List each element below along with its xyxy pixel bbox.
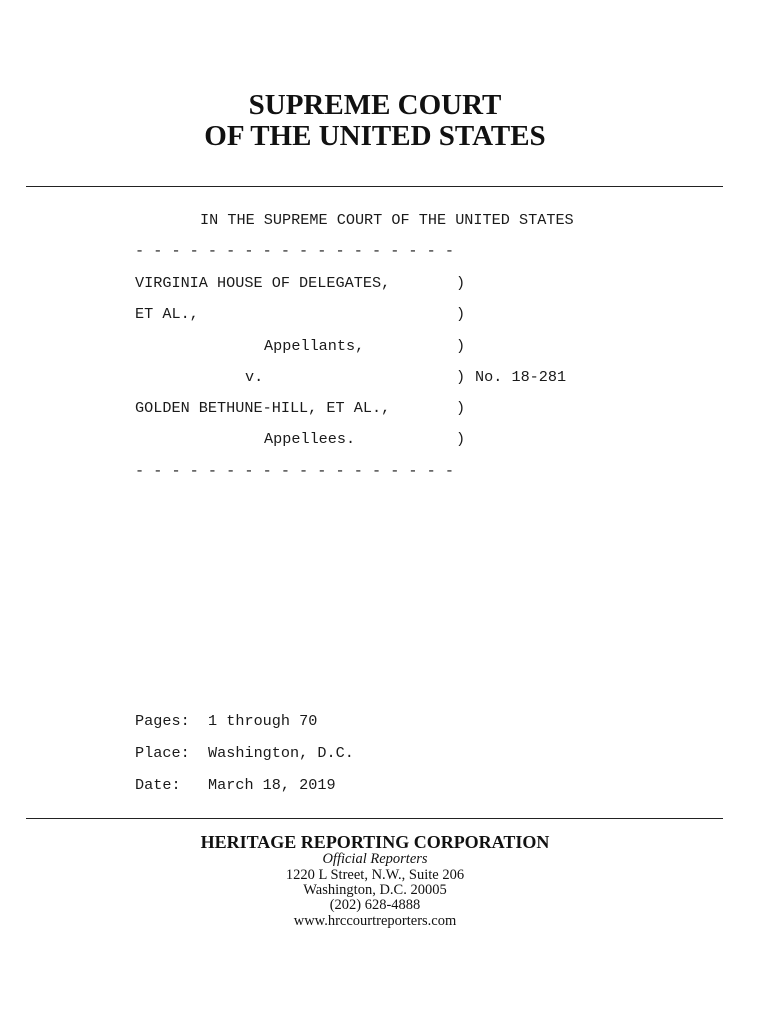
versus-label: v. <box>245 368 264 386</box>
caption-paren: ) <box>456 337 466 355</box>
date-value: March 18, 2019 <box>208 776 336 794</box>
page-title-line-2: OF THE UNITED STATES <box>204 120 546 152</box>
reporter-address-line-1: 1220 L Street, N.W., Suite 206 <box>285 867 465 883</box>
bottom-divider <box>26 818 723 819</box>
pages-label: Pages: <box>135 712 190 730</box>
appellants-label: Appellants, <box>264 337 365 355</box>
caption-paren: ) <box>456 430 466 448</box>
place-label: Place: <box>135 744 190 762</box>
party-line-2: ET AL., <box>135 305 199 323</box>
reporter-phone: (202) 628-4888 <box>329 897 421 913</box>
case-number: No. 18-281 <box>475 368 567 386</box>
place-value: Washington, D.C. <box>208 744 354 762</box>
party-line-3: GOLDEN BETHUNE-HILL, ET AL., <box>135 399 391 417</box>
caption-paren: ) <box>456 368 466 386</box>
page-title-line-1: SUPREME COURT <box>248 89 502 121</box>
caption-paren: ) <box>456 305 466 323</box>
caption-dashes-bottom: - - - - - - - - - - - - - - - - - - <box>135 462 454 480</box>
reporter-website: www.hrccourtreporters.com <box>293 913 457 929</box>
top-divider <box>26 186 723 187</box>
caption-paren: ) <box>456 399 466 417</box>
caption-dashes-top: - - - - - - - - - - - - - - - - - - <box>135 242 454 260</box>
reporter-address-line-2: Washington, D.C. 20005 <box>303 882 447 898</box>
reporter-subtitle: Official Reporters <box>322 851 428 867</box>
date-label: Date: <box>135 776 181 794</box>
party-line-1: VIRGINIA HOUSE OF DELEGATES, <box>135 274 391 292</box>
pages-value: 1 through 70 <box>208 712 318 730</box>
appellees-label: Appellees. <box>264 430 356 448</box>
caption-paren: ) <box>456 274 466 292</box>
reporter-company: HERITAGE REPORTING CORPORATION <box>200 832 550 852</box>
court-heading: IN THE SUPREME COURT OF THE UNITED STATES <box>200 211 574 229</box>
